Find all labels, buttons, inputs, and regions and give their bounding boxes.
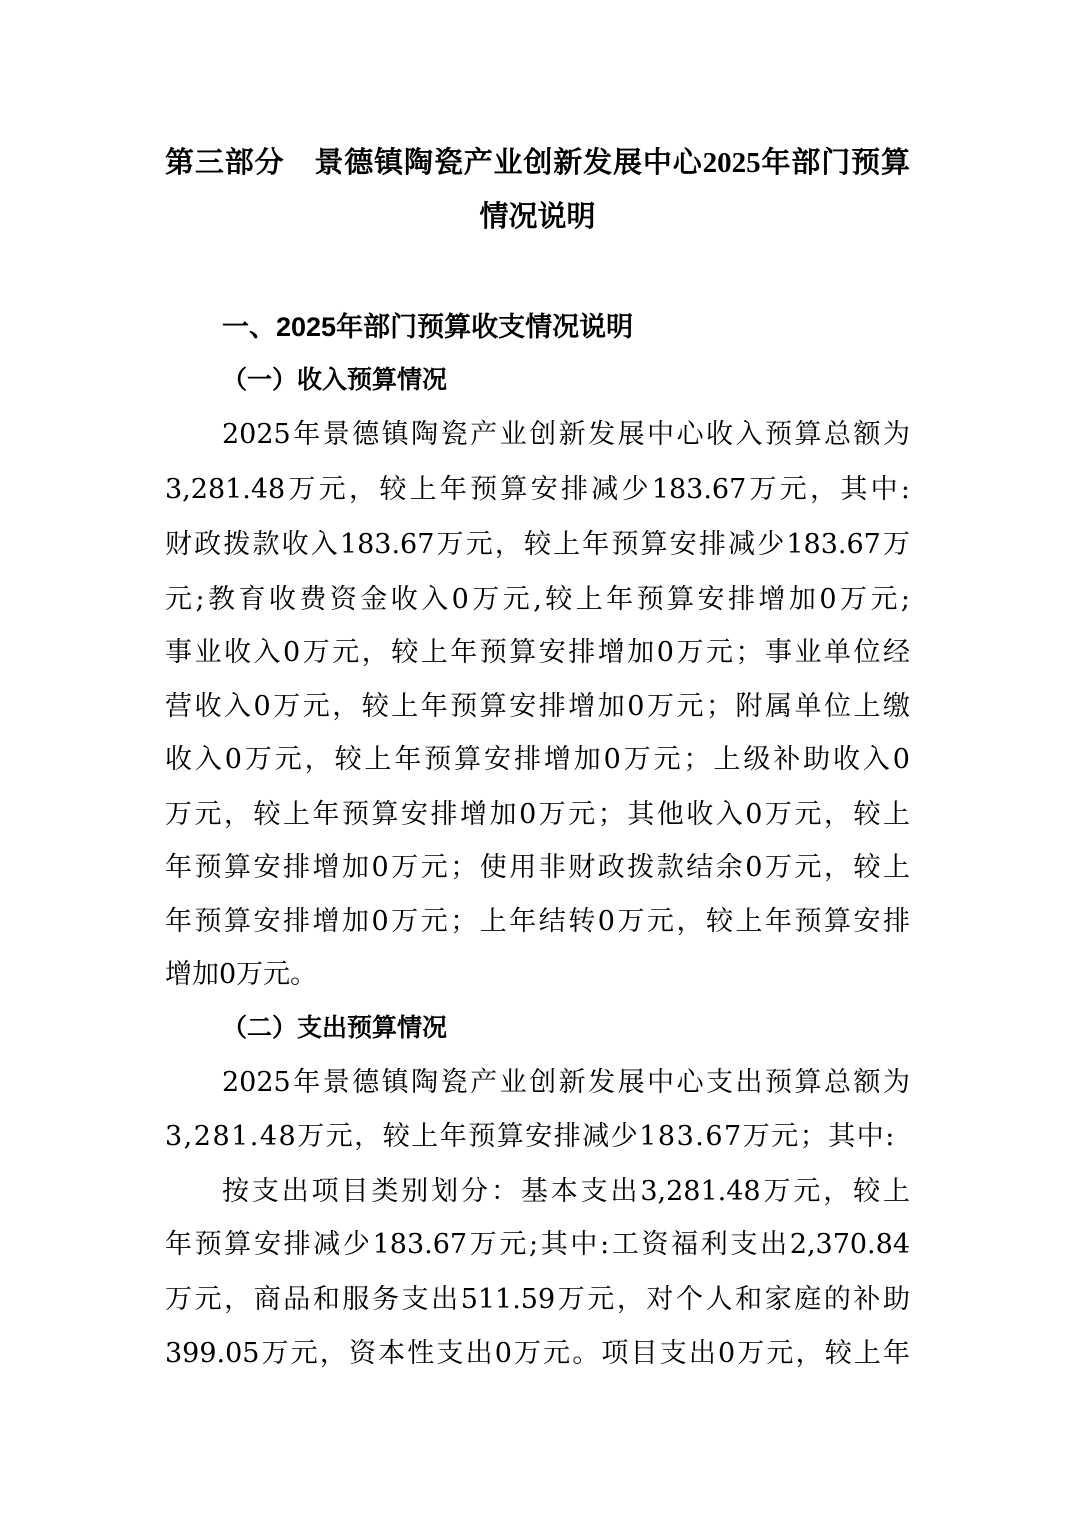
expenditure-heading: （二）支出预算情况 (222, 1013, 448, 1042)
section-heading: 一、2025年部门预算收支情况说明 (222, 312, 634, 342)
income-line: 年预算安排增加0万元；使用非财政拨款结余0万元，较上 (165, 852, 910, 883)
document-title-line-1: 第三部分 景德镇陶瓷产业创新发展中心2025年部门预算 (165, 147, 910, 179)
income-heading: （一）收入预算情况 (222, 365, 448, 394)
expenditure-line: 按支出项目类别划分：基本支出3,281.48万元，较上 (222, 1176, 910, 1207)
income-line: 事业收入0万元，较上年预算安排增加0万元；事业单位经 (165, 637, 910, 668)
income-line: 收入0万元，较上年预算安排增加0万元；上级补助收入0 (165, 744, 910, 775)
income-line: 年预算安排增加0万元；上年结转0万元，较上年预算安排 (165, 906, 910, 937)
expenditure-line: 万元，商品和服务支出511.59万元，对个人和家庭的补助 (165, 1284, 910, 1315)
expenditure-line: 2025年景德镇陶瓷产业创新发展中心支出预算总额为 (222, 1067, 910, 1098)
income-line: 2025年景德镇陶瓷产业创新发展中心收入预算总额为 (222, 419, 910, 450)
income-line: 万元，较上年预算安排增加0万元；其他收入0万元，较上 (165, 799, 910, 830)
income-line: 营收入0万元，较上年预算安排增加0万元；附属单位上缴 (165, 691, 910, 722)
income-line: 财政拨款收入183.67万元，较上年预算安排减少183.67万 (165, 529, 910, 560)
income-line: 增加0万元。 (165, 959, 318, 990)
income-line: 3,281.48万元，较上年预算安排减少183.67万元，其中: (165, 474, 910, 505)
expenditure-line: 年预算安排减少183.67万元;其中:工资福利支出2,370.84 (165, 1229, 910, 1260)
expenditure-line: 3,281.48万元，较上年预算安排减少183.67万元；其中: (165, 1121, 896, 1152)
document-title-line-2: 情况说明 (479, 201, 596, 233)
income-line: 元;教育收费资金收入0万元,较上年预算安排增加0万元; (165, 584, 910, 615)
expenditure-line: 399.05万元，资本性支出0万元。项目支出0万元，较上年 (165, 1338, 910, 1369)
